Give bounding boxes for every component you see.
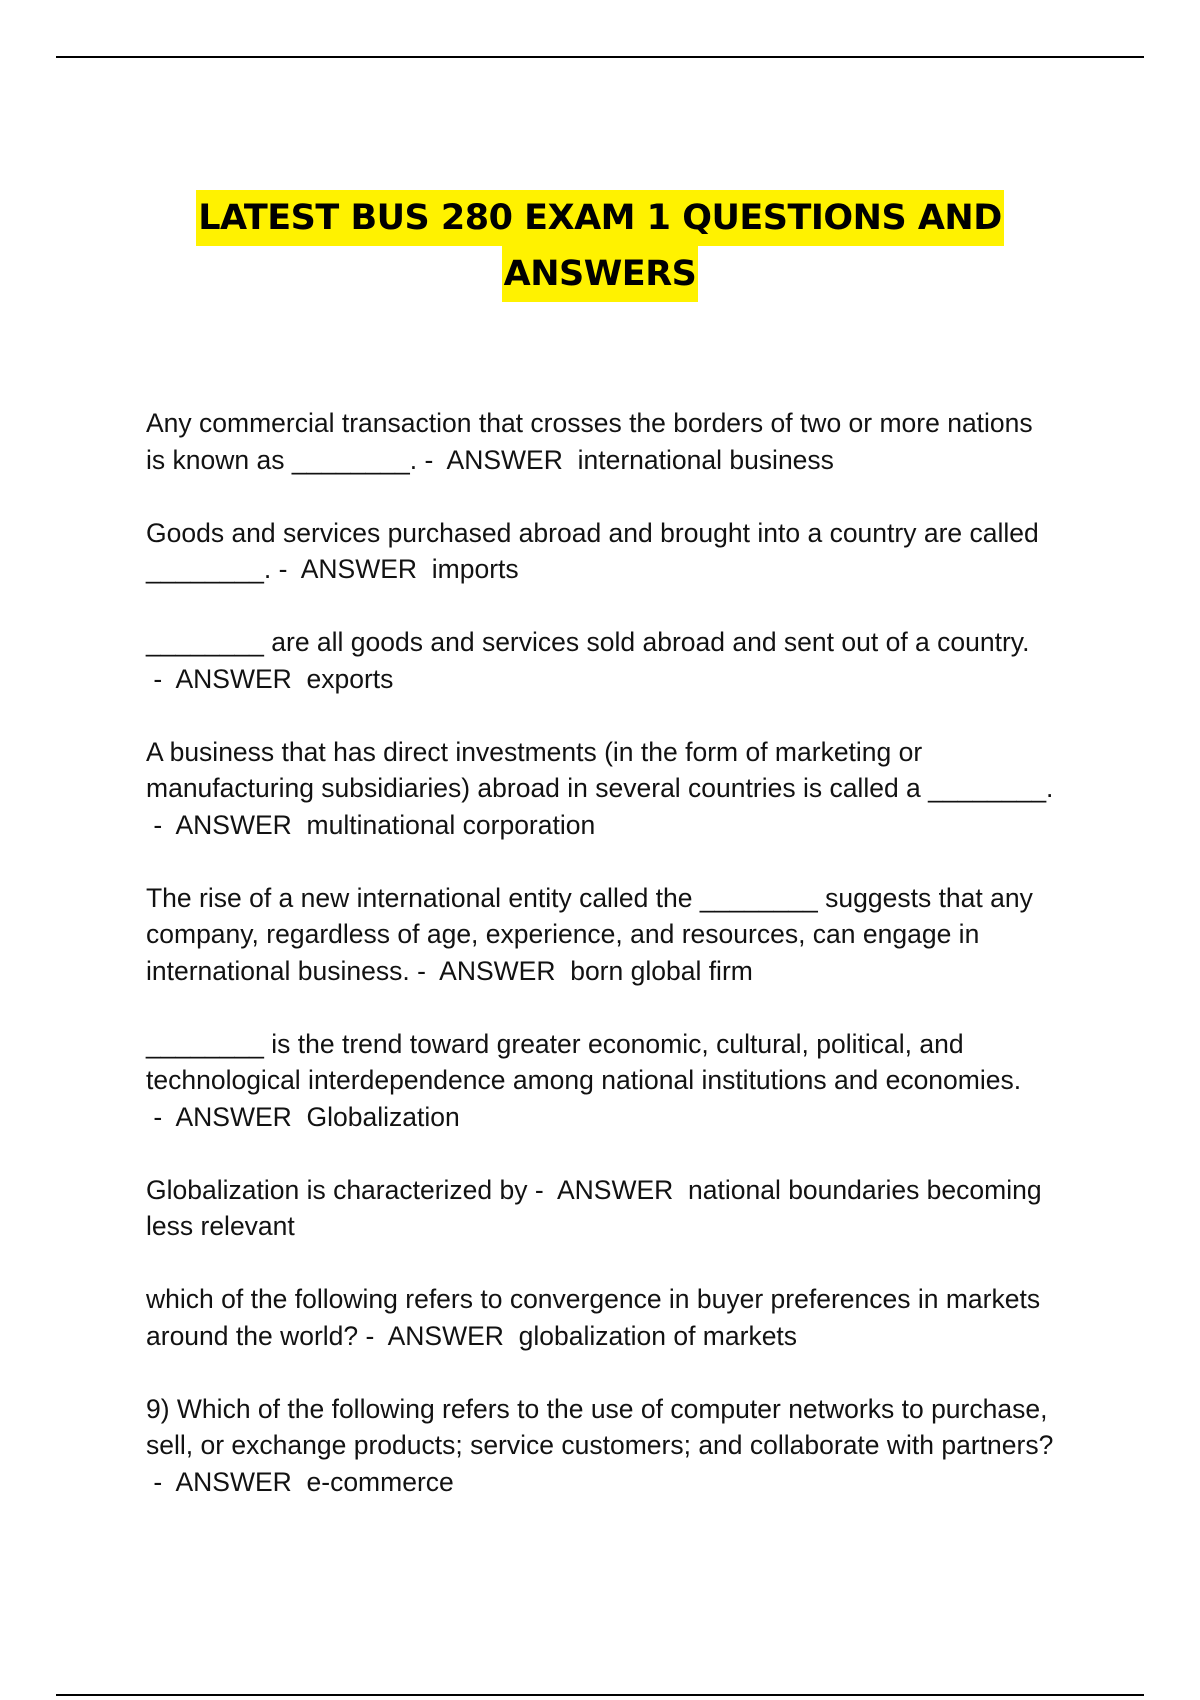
answer-text: e-commerce [306, 1466, 454, 1497]
qa-item [146, 405, 1056, 478]
qa-item [146, 515, 1056, 588]
question-text: The rise of a new international entity called the ________ suggests that any company, regardless of age, experience, and resources, can engage in international business. [146, 882, 1033, 986]
answer-separator: - ANSWER [146, 809, 307, 840]
qa-item [146, 1391, 1056, 1501]
bottom-rule [56, 1694, 1144, 1696]
question-text: Globalization is characterized by [146, 1174, 528, 1205]
question-text: ________ is the trend toward greater economic, cultural, political, and technological interdependence among national institutions and economies. [146, 1028, 1022, 1095]
answer-text: globalization of markets [518, 1320, 798, 1351]
qa-item [146, 1172, 1056, 1245]
qa-item [146, 734, 1056, 844]
title-line-2: ANSWERS [502, 246, 699, 302]
answer-text: multinational corporation [306, 809, 596, 840]
answer-separator: - ANSWER [409, 955, 571, 986]
answer-separator: - ANSWER [146, 1466, 307, 1497]
qa-list [146, 405, 1056, 1537]
question-text: which of the following refers to convergence in buyer preferences in markets around the world? [146, 1284, 1041, 1351]
qa-item [146, 624, 1056, 697]
qa-item [146, 880, 1056, 990]
answer-separator: - ANSWER [417, 444, 578, 475]
qa-item [146, 1281, 1056, 1354]
document-title [0, 190, 1200, 302]
answer-text: Globalization [306, 1101, 460, 1132]
question-text: Any commercial transaction that crosses the borders of two or more nations is known as ________. [146, 408, 1033, 475]
answer-text: exports [306, 663, 394, 694]
question-text: A business that has direct investments (in the form of marketing or manufacturing subsidiaries) abroad in several countries is called a ________. [146, 736, 1054, 803]
answer-text: born global firm [570, 955, 753, 986]
answer-separator: - ANSWER [271, 554, 432, 584]
answer-text: international business [577, 444, 834, 475]
answer-separator: - ANSWER [146, 1101, 307, 1132]
answer-separator: - ANSWER [358, 1320, 519, 1351]
answer-separator: - ANSWER [527, 1174, 688, 1205]
question-text: Goods and services purchased abroad and brought into a country are called ________. [146, 517, 1039, 584]
answer-separator: - ANSWER [146, 663, 307, 694]
top-rule [56, 56, 1144, 58]
title-line-1: LATEST BUS 280 EXAM 1 QUESTIONS AND [196, 190, 1004, 246]
answer-text: imports [431, 554, 519, 584]
question-text: ________ are all goods and services sold abroad and sent out of a country. [146, 627, 1030, 657]
question-text: 9) Which of the following refers to the use of computer networks to purchase, sell, or exchange products; service customers; and collaborate with partners? [146, 1393, 1054, 1460]
answer-text: national boundaries becoming less relevant [146, 1174, 1042, 1241]
qa-item [146, 1026, 1056, 1136]
